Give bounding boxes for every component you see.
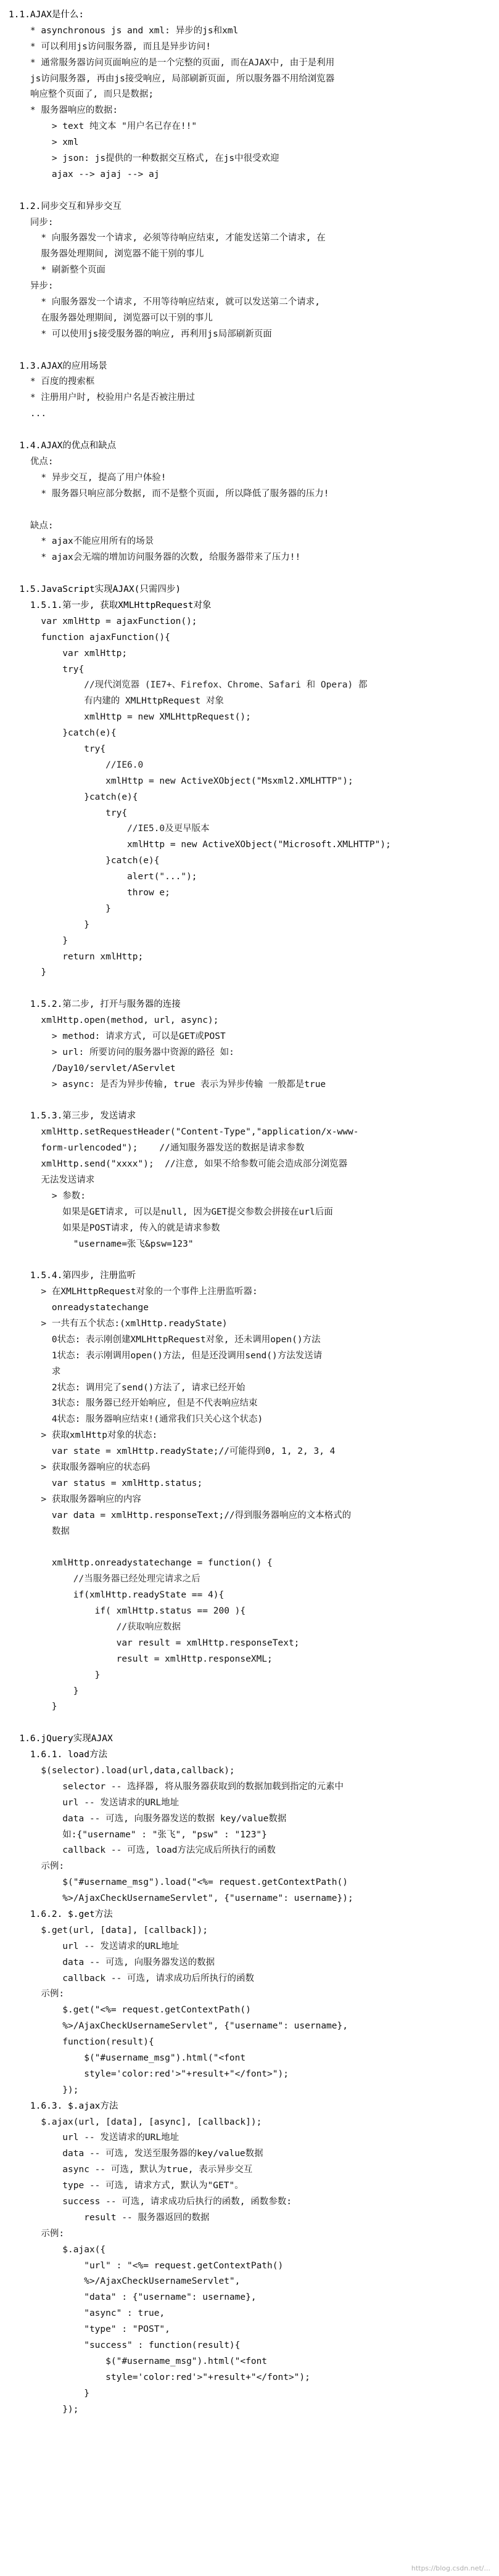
blank-line xyxy=(9,343,493,359)
text-line: type -- 可选, 请求方式, 默认为"GET"。 xyxy=(9,2181,244,2191)
text-line: var xmlHttp; xyxy=(9,648,128,658)
text-line: 如果是GET请求, 可以是null, 因为GET提交参数会拼接在url后面 xyxy=(9,1207,333,1217)
text-line: "data" : {"username": username}, xyxy=(9,2292,257,2303)
text-line: 示例: xyxy=(9,2228,65,2239)
blank-line xyxy=(9,1540,493,1556)
text-line: > json: js提供的一种数据交互格式, 在js中很受欢迎 xyxy=(9,154,279,164)
text-line: 同步: xyxy=(9,217,54,228)
text-line: async -- 可选, 默认为true, 表示异步交互 xyxy=(9,2165,253,2175)
text-line: 1状态: 表示刚调用open()方法, 但是还没调用send()方法发送请 xyxy=(9,1350,323,1361)
text-line: 示例: xyxy=(9,1861,65,1872)
text-line: //IE5.0及更早版本 xyxy=(9,824,210,834)
text-line: * 异步交互, 提高了用户体验! xyxy=(9,472,167,483)
text-line: } xyxy=(9,935,68,946)
text-line: $("#username_msg").html("<font xyxy=(9,2053,246,2063)
text-line: * 可以使用js接受服务器的响应, 再利用js局部刷新页面 xyxy=(9,329,272,339)
text-line: js访问服务器, 再由js接受响应, 局部刷新页面, 所以服务器不用给浏览器 xyxy=(9,73,335,84)
text-line: * 刷新整个页面 xyxy=(9,265,105,276)
text-line: xmlHttp = new XMLHttpRequest(); xyxy=(9,712,251,723)
text-line: xmlHttp.setRequestHeader("Content-Type","application/x-www- xyxy=(9,1127,359,1138)
text-line: success -- 可选, 请求成功后执行的函数, 函数参数: xyxy=(9,2197,292,2207)
text-line: selector -- 选择器, 将从服务器获取到的数据加载到指定的元素中 xyxy=(9,1781,344,1792)
text-line: $.get("<%= request.getContextPath() xyxy=(9,2005,251,2016)
text-line: result -- 服务器返回的数据 xyxy=(9,2212,210,2223)
text-line: style='color:red'>"+result+"</font>"); xyxy=(9,2372,310,2382)
text-line: 0状态: 表示刚创建XMLHttpRequest对象, 还未调用open()方法 xyxy=(9,1334,321,1345)
section-heading: 1.4.AJAX的优点和缺点 xyxy=(9,441,117,451)
text-line: //获取响应数据 xyxy=(9,1622,181,1632)
text-line: > 获取服务器响应的状态码 xyxy=(9,1462,151,1473)
text-line: $(selector).load(url,data,callback); xyxy=(9,1765,235,1776)
text-line: "success" : function(result){ xyxy=(9,2340,241,2351)
text-line: * ajax会无端的增加访问服务器的次数, 给服务器带来了压力!! xyxy=(9,552,301,563)
text-line: "type" : "POST", xyxy=(9,2324,170,2335)
text-line: onreadystatechange xyxy=(9,1303,149,1313)
text-line: 示例: xyxy=(9,1989,65,2000)
text-line: } xyxy=(9,903,111,914)
text-line: * asynchronous js and xml: 异步的js和xml xyxy=(9,25,239,36)
text-line: }catch(e){ xyxy=(9,856,160,866)
text-line: * 向服务器发一个请求, 必须等待响应结束, 才能发送第二个请求, 在 xyxy=(9,233,326,244)
text-line: data -- 可选, 向服务器发送的数据 xyxy=(9,1957,215,1967)
text-line: 服务器处理期间, 浏览器不能干别的事儿 xyxy=(9,249,204,260)
text-line: var result = xmlHttp.responseText; xyxy=(9,1638,300,1648)
section-heading: 1.6.1. load方法 xyxy=(9,1750,107,1760)
text-line: * ajax不能应用所有的场景 xyxy=(9,536,154,547)
section-heading: 1.3.AJAX的应用场景 xyxy=(9,361,107,371)
text-line: } xyxy=(9,1670,101,1680)
blank-line xyxy=(9,566,493,582)
blank-line xyxy=(9,502,493,519)
text-line: $.get(url, [data], [callback]); xyxy=(9,1925,208,1935)
text-line: 优点: xyxy=(9,456,54,467)
text-line: data -- 可选, 向服务器发送的数据 key/value数据 xyxy=(9,1813,287,1824)
text-line: %>/AjaxCheckUsernameServlet", {"username": username}, xyxy=(9,2021,348,2032)
text-line: 响应整个页面了, 而只是数据; xyxy=(9,89,154,100)
text-line: try{ xyxy=(9,664,85,675)
text-line: 数据 xyxy=(9,1526,70,1536)
text-line: 缺点: xyxy=(9,520,54,531)
text-line: } xyxy=(9,1686,79,1696)
text-line: try{ xyxy=(9,808,128,818)
text-line: form-urlencoded"); //通知服务器发送的数据是请求参数 xyxy=(9,1143,305,1154)
text-line: "username=张飞&psw=123" xyxy=(9,1239,194,1249)
text-line: "async" : true, xyxy=(9,2308,165,2319)
text-line: > text 纯文本 "用户名已存在!!" xyxy=(9,121,197,132)
section-heading: 1.5.2.第二步, 打开与服务器的连接 xyxy=(9,999,181,1010)
text-line: > 获取服务器响应的内容 xyxy=(9,1494,141,1504)
text-line: 3状态: 服务器已经开始响应, 但是不代表响应结束 xyxy=(9,1398,258,1409)
text-line: > method: 请求方式, 可以是GET或POST xyxy=(9,1032,226,1041)
text-line: > async: 是否为异步传输, true 表示为异步传输 一般都是true xyxy=(9,1079,326,1089)
text-line: * 可以利用js访问服务器, 而且是异步访问! xyxy=(9,41,212,52)
text-line: xmlHttp.open(method, url, async); xyxy=(9,1015,219,1026)
text-line: > 在XMLHttpRequest对象的一个事件上注册监听器: xyxy=(9,1287,258,1297)
text-line: throw e; xyxy=(9,887,170,898)
text-line: callback -- 可选, load方法完成后所执行的函数 xyxy=(9,1845,276,1856)
text-line: } xyxy=(9,967,47,978)
text-line: } xyxy=(9,919,89,930)
text-line: $("#username_msg").html("<font xyxy=(9,2356,268,2366)
watermark: https://blog.csdn.net/... xyxy=(411,2564,490,2572)
document-lines xyxy=(9,7,493,2418)
text-line: 如果是POST请求, 传入的就是请求参数 xyxy=(9,1223,220,1233)
text-line: * 服务器响应的数据: xyxy=(9,105,118,116)
text-line: data -- 可选, 发送至服务器的key/value数据 xyxy=(9,2149,263,2159)
text-line: //当服务器已经处理完请求之后 xyxy=(9,1574,200,1585)
blank-line xyxy=(9,981,493,997)
text-line: 异步: xyxy=(9,281,54,292)
text-line: var data = xmlHttp.responseText;//得到服务器响应的文本格式的 xyxy=(9,1510,352,1520)
text-line: xmlHttp = new ActiveXObject("Microsoft.XMLHTTP"); xyxy=(9,840,391,850)
text-line: url -- 发送请求的URL地址 xyxy=(9,2133,179,2143)
text-line: alert("..."); xyxy=(9,872,197,882)
section-heading: 1.5.JavaScript实现AJAX(只需四步) xyxy=(9,585,181,595)
text-line: if( xmlHttp.status == 200 ){ xyxy=(9,1606,246,1617)
text-line: > url: 所要访问的服务器中资源的路径 如: xyxy=(9,1047,234,1057)
text-line: $.ajax({ xyxy=(9,2244,106,2255)
text-line: > 参数: xyxy=(9,1191,86,1201)
text-line: * 通常服务器访问页面响应的是一个完整的页面, 而在AJAX中, 由于是利用 xyxy=(9,57,335,68)
text-line: ... xyxy=(9,409,47,419)
text-line: if(xmlHttp.readyState == 4){ xyxy=(9,1590,225,1601)
text-line: "url" : "<%= request.getContextPath() xyxy=(9,2260,284,2271)
text-line: > xml xyxy=(9,137,79,148)
text-line: $.ajax(url, [data], [async], [callback]); xyxy=(9,2117,262,2127)
text-line: result = xmlHttp.responseXML; xyxy=(9,1654,273,1664)
blank-line xyxy=(9,1715,493,1731)
text-line: try{ xyxy=(9,744,106,754)
text-line: } xyxy=(9,1702,57,1712)
text-line: %>/AjaxCheckUsernameServlet", xyxy=(9,2276,241,2287)
text-line: * 向服务器发一个请求, 不用等待响应结束, 就可以发送第二个请求, xyxy=(9,297,320,308)
text-line: xmlHttp = new ActiveXObject("Msxml2.XMLHTTP"); xyxy=(9,776,353,786)
text-line: 有内建的 XMLHttpRequest 对象 xyxy=(9,696,224,707)
section-heading: 1.5.4.第四步, 注册监听 xyxy=(9,1271,136,1281)
section-heading: 1.5.1.第一步, 获取XMLHttpRequest对象 xyxy=(9,600,212,610)
text-line: > 获取xmlHttp对象的状态: xyxy=(9,1430,158,1441)
text-line: * 服务器只响应部分数据, 而不是整个页面, 所以降低了服务器的压力! xyxy=(9,488,329,499)
blank-line xyxy=(9,1093,493,1109)
text-line: return xmlHttp; xyxy=(9,951,144,962)
section-heading: 1.6.jQuery实现AJAX xyxy=(9,1734,113,1744)
text-line: %>/AjaxCheckUsernameServlet", {"username": username}); xyxy=(9,1893,353,1904)
text-line: /Day10/servlet/AServlet xyxy=(9,1063,176,1073)
text-line: * 百度的搜索框 xyxy=(9,377,95,387)
section-heading: 1.2.同步交互和异步交互 xyxy=(9,201,122,211)
section-heading: 1.5.3.第三步, 发送请求 xyxy=(9,1111,136,1122)
text-line: 无法发送请求 xyxy=(9,1175,95,1186)
text-line: function ajaxFunction(){ xyxy=(9,632,170,642)
text-line: var state = xmlHttp.readyState;//可能得到0, 1, 2, 3, 4 xyxy=(9,1446,336,1457)
text-line: url -- 发送请求的URL地址 xyxy=(9,1941,179,1951)
section-heading: 1.6.3. $.ajax方法 xyxy=(9,2101,118,2111)
text-line: 2状态: 调用完了send()方法了, 请求已经开始 xyxy=(9,1382,245,1393)
text-line: }); xyxy=(9,2085,79,2095)
text-line: callback -- 可选, 请求成功后所执行的函数 xyxy=(9,1973,255,1983)
text-line: $("#username_msg").load("<%= request.getContextPath() xyxy=(9,1877,348,1888)
text-line: var xmlHttp = ajaxFunction(); xyxy=(9,616,197,626)
text-line: * 注册用户时, 校验用户名是否被注册过 xyxy=(9,393,195,403)
text-line: }catch(e){ xyxy=(9,792,138,802)
text-line: 4状态: 服务器响应结束!(通常我们只关心这个状态) xyxy=(9,1414,263,1425)
text-line: xmlHttp.send("xxxx"); //注意, 如果不给参数可能会造成部分浏览器 xyxy=(9,1159,348,1170)
blank-line xyxy=(9,422,493,438)
section-heading: 1.6.2. $.get方法 xyxy=(9,1909,113,1919)
text-line: url -- 发送请求的URL地址 xyxy=(9,1797,179,1808)
section-heading: 1.1.AJAX是什么: xyxy=(9,10,85,20)
text-line: var status = xmlHttp.status; xyxy=(9,1478,203,1488)
text-line: ajax --> ajaj --> aj xyxy=(9,169,160,179)
text-line: 在服务器处理期间, 浏览器可以干别的事儿 xyxy=(9,313,213,323)
text-line: > 一共有五个状态:(xmlHttp.readyState) xyxy=(9,1319,228,1329)
blank-line xyxy=(9,1252,493,1268)
text-line: 如:{"username" : "张飞", "psw" : "123"} xyxy=(9,1829,267,1840)
text-line: //IE6.0 xyxy=(9,760,144,770)
text-line: 求 xyxy=(9,1366,61,1377)
blank-line xyxy=(9,183,493,199)
text-line: }catch(e){ xyxy=(9,728,117,739)
text-line: xmlHttp.onreadystatechange = function() { xyxy=(9,1558,273,1569)
text-line: //现代浏览器 (IE7+、Firefox、Chrome、Safari 和 Opera) 都 xyxy=(9,680,368,691)
text-line: style='color:red'>"+result+"</font>"); xyxy=(9,2069,289,2079)
text-line: }); xyxy=(9,2404,79,2414)
text-line: } xyxy=(9,2388,89,2398)
text-line: function(result){ xyxy=(9,2037,154,2048)
